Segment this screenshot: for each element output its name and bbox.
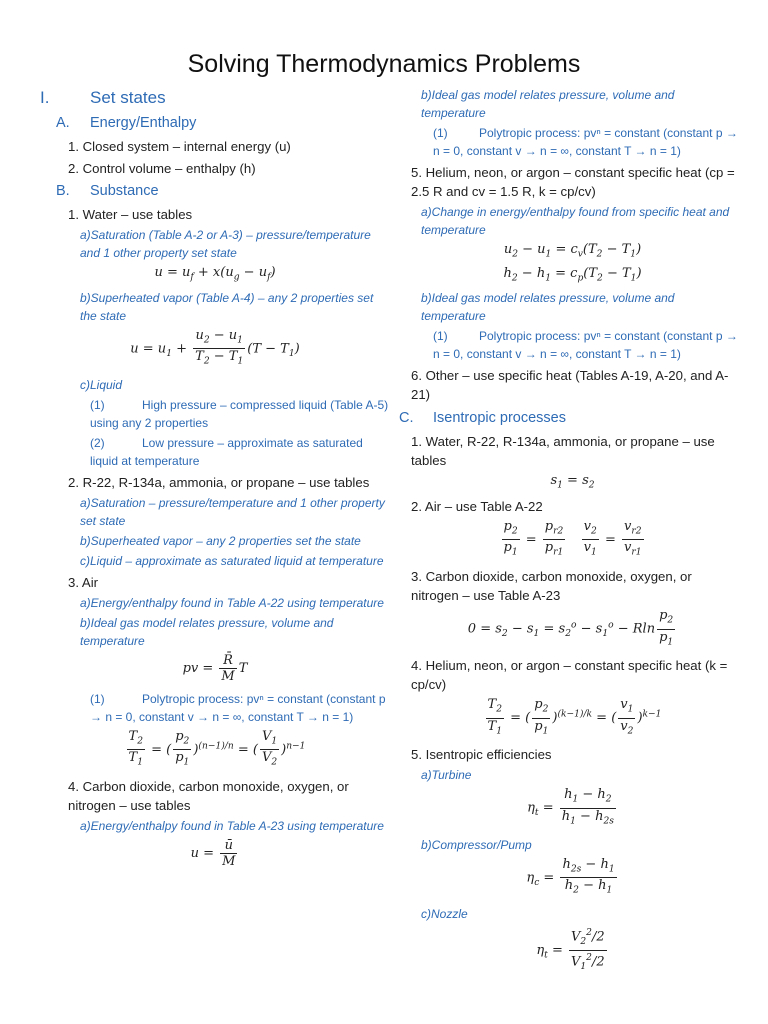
right-column bbox=[399, 84, 740, 981]
list-item: 3. Carbon dioxide, carbon monoxide, oxygen, or nitrogen – use Table A-23 bbox=[411, 568, 692, 603]
list-item: 4. Carbon dioxide, carbon monoxide, oxygen, or nitrogen – use tables bbox=[68, 778, 349, 813]
list-item: 2. Air – use Table A-22 bbox=[411, 498, 543, 514]
page-title: Solving Thermodynamics Problems bbox=[187, 50, 581, 78]
list-item: 4. Helium, neon, or argon – constant specific heat (k = cp/cv) bbox=[411, 658, 728, 693]
section-heading: I. Set states bbox=[40, 88, 166, 107]
subsection-heading: B. Substance bbox=[56, 183, 159, 199]
list-subitem: b)Compressor/Pump bbox=[421, 837, 532, 852]
equation: $u_2 - u_1 = c_v(T_2 - T_1)$ bbox=[503, 242, 642, 260]
equation: pv = $\frac{R̄}{M}$ T bbox=[182, 652, 248, 684]
list-item: 3. Air bbox=[68, 574, 99, 590]
list-subitem: a)Energy/enthalpy found in Table A-23 using temperature bbox=[80, 818, 384, 833]
list-subitem: a)Saturation (Table A-2 or A-3) – pressure/temperature and 1 other property set state bbox=[80, 228, 371, 260]
list-subitem: b)Superheated vapor – any 2 properties set the state bbox=[80, 533, 361, 548]
equation: u = $\frac{ū}{M}$ bbox=[190, 837, 236, 869]
equation: $\eta_t$ = $\frac{V_2^2/2}{V_1^2/2}$ bbox=[536, 927, 605, 972]
list-item: 1. Closed system – internal energy (u) bbox=[68, 139, 291, 154]
list-subitem: a)Turbine bbox=[421, 768, 472, 783]
equation: $0 = s_2 - s_1 = s_2^o - s_1^o - Rln$ $\frac{p_2}{p_1}$ bbox=[467, 607, 674, 648]
list-subsubitem: (1) Polytropic process: pvⁿ = constant (constant p → n = 0, constant v → n = ∞, constant T → n = 1) bbox=[433, 126, 738, 158]
list-subitem: c)Nozzle bbox=[421, 906, 468, 921]
equation: $\eta_c$ = $\frac{h_{2s} - h_1}{h_2 - h_1}$ bbox=[526, 856, 615, 896]
list-item: 5. Isentropic efficiencies bbox=[411, 747, 552, 763]
list-subsubitem: (1) Polytropic process: pvⁿ = constant (constant p → n = 0, constant v → n = ∞, constant T → n = 1) bbox=[433, 329, 738, 362]
list-item: 6. Other – use specific heat (Tables A-19, A-20, and A-21) bbox=[411, 368, 729, 403]
equation: $\frac{p_2}{p_1}$ = $\frac{p_{r2}}{p_{r1}}$ $\frac{v_2}{v_1}$ = $\frac{v_{r2}}{v_{r1}}$ bbox=[503, 518, 642, 558]
list-subitem: a)Change in energy/enthalpy found from specific heat and temperature bbox=[421, 205, 730, 237]
list-subsubitem: (1) High pressure – compressed liquid (Table A-5) using any 2 properties bbox=[90, 397, 389, 430]
list-item: 1. Water – use tables bbox=[68, 207, 193, 222]
equation: $\frac{T_2}{T_1}$ = ( $\frac{p_2}{p_1}$ )$^{(k-1)/k}$ = ( $\frac{v_1}{v_2}$ )$^{k-1}$ bbox=[487, 697, 662, 737]
list-subitem: b)Ideal gas model relates pressure, volume and temperature bbox=[80, 615, 334, 648]
list-subitem: a)Saturation – pressure/temperature and 1 other property set state bbox=[80, 495, 385, 528]
list-item: 5. Helium, neon, or argon – constant specific heat (cp = 2.5 R and cv = 1.5 R, k = cp/cv) bbox=[411, 165, 735, 199]
list-subsubitem: (1) Polytropic process: pvⁿ = constant (constant p → n = 0, constant v → n = ∞, constant T → n = 1) bbox=[90, 691, 386, 724]
equation: $\eta_t$ = $\frac{h_1 - h_2}{h_1 - h_{2s}}$ bbox=[527, 787, 614, 827]
subsection-heading: C. Isentropic processes bbox=[399, 410, 566, 427]
subsection-heading: A. Energy/Enthalpy bbox=[56, 115, 197, 131]
list-subitem: a)Energy/enthalpy found in Table A-22 using temperature bbox=[80, 595, 384, 610]
equation: $u = u_f + x(u_g - u_f)$ bbox=[154, 265, 276, 283]
equation: $\frac{T_2}{T_1}$ = ( $\frac{p_2}{p_1}$ )$^{(n-1)/n}$ = ( $\frac{V_1}{V_2}$ )$^{n-1}$ bbox=[128, 728, 306, 768]
list-item: 1. Water, R-22, R-134a, ammonia, or propane – use tables bbox=[411, 434, 715, 469]
list-subitem: c)Liquid – approximate as saturated liquid at temperature bbox=[80, 553, 384, 568]
list-item: 2. R-22, R-134a, ammonia, or propane – use tables bbox=[68, 474, 370, 490]
list-item: 2. Control volume – enthalpy (h) bbox=[68, 161, 256, 176]
left-column bbox=[40, 84, 390, 875]
list-subitem: b)Superheated vapor (Table A-4) – any 2 properties set the state bbox=[80, 290, 374, 323]
equation: $h_2 - h_1 = c_p(T_2 - T_1)$ bbox=[503, 265, 642, 284]
equation: $s_1 = s_2$ bbox=[550, 473, 595, 491]
list-subsubitem: (2) Low pressure – approximate as saturated liquid at temperature bbox=[90, 435, 363, 468]
equation: $u = u_1$ + $\frac{u_2 - u_1}{T_2 - T_1}$ $(T - T_1)$ bbox=[130, 327, 300, 367]
list-subitem: b)Ideal gas model relates pressure, volume and temperature bbox=[421, 291, 675, 324]
list-subitem: c)Liquid bbox=[80, 377, 123, 392]
list-subitem: b)Ideal gas model relates pressure, volume and temperature bbox=[421, 88, 675, 120]
